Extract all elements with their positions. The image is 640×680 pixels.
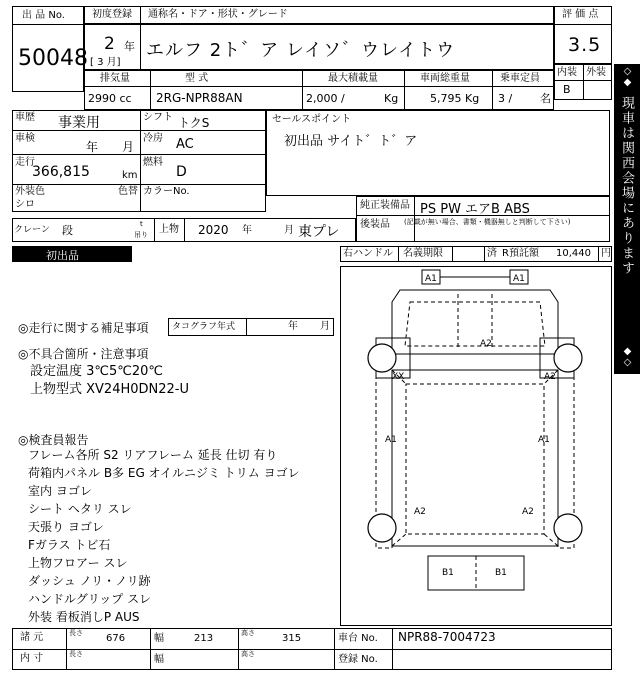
divider xyxy=(554,80,612,81)
divider xyxy=(140,6,141,24)
genuine-label: 純正装備品 xyxy=(360,200,410,211)
divider xyxy=(246,318,247,336)
mileage-unit: km xyxy=(122,170,138,181)
divider xyxy=(452,246,453,262)
max-load: 2,000 / xyxy=(306,92,345,105)
ext-color: シロ xyxy=(15,199,35,210)
genuine-equipment: PS PW エアB ABS xyxy=(420,202,530,217)
driving-notes-title: ◎走行に関する補足事項 xyxy=(18,321,149,335)
chassis-label: 車台 No. xyxy=(338,633,378,644)
truck-diagram xyxy=(340,266,612,626)
model-label: 型 式 xyxy=(185,73,209,84)
diagram-mark: B1 xyxy=(495,568,507,578)
first-listing-text: 初出品 xyxy=(46,249,79,262)
interior-dims-label: 内 寸 xyxy=(20,653,44,664)
reg-label: 初度登録 xyxy=(92,9,132,20)
capacity-label: 乗車定員 xyxy=(500,73,540,84)
body-year: 2020 xyxy=(198,223,229,237)
diagram-mark: A1 xyxy=(385,435,397,445)
body-maker: 東プレ xyxy=(298,224,340,240)
width-value: 213 xyxy=(194,633,214,644)
chassis-number: NPR88-7004723 xyxy=(398,630,496,644)
body-month: 月 xyxy=(284,225,294,236)
divider xyxy=(583,64,584,100)
transfer-label: 名義期限 xyxy=(403,248,443,259)
height-label: 高さ xyxy=(241,629,255,637)
divider xyxy=(184,218,185,242)
inspection-label: 車検 xyxy=(15,133,35,144)
diagram-mark: A2 xyxy=(544,372,556,382)
aftermarket-label: 後装品 xyxy=(360,219,390,230)
displacement-label: 排気量 xyxy=(100,73,130,84)
reg-no-label: 登録 No. xyxy=(338,654,378,665)
crane-label: クレーン xyxy=(14,225,50,235)
reg-month: [ 3 月] xyxy=(90,57,121,68)
inspector-line: ハンドルグリップ スレ xyxy=(28,592,152,606)
divider xyxy=(140,110,141,212)
ac-label: 冷房 xyxy=(143,133,163,144)
interior-grade: B xyxy=(563,83,571,96)
divider xyxy=(392,628,393,670)
fuel-label: 燃料 xyxy=(143,157,163,168)
divider xyxy=(12,184,266,185)
score-label: 評 価 点 xyxy=(562,9,599,20)
lot-label: 出 品 No. xyxy=(22,10,65,21)
tacho-label: タコグラフ年式 xyxy=(172,322,236,332)
diagram-mark: A2 xyxy=(522,507,534,517)
divider xyxy=(84,86,554,87)
diagram-mark: B1 xyxy=(442,568,454,578)
tacho-year: 年 xyxy=(288,321,298,332)
diamond-icons-top: ◇◆ xyxy=(622,66,633,88)
capacity-unit: 名 xyxy=(540,92,551,105)
inspector-line: シート ヘタリ スレ xyxy=(28,502,132,516)
divider xyxy=(12,649,612,650)
defect-title: ◎不具合箇所・注意事項 xyxy=(18,347,149,361)
yen-label: 円 xyxy=(601,248,611,259)
divider xyxy=(150,628,151,670)
color-change-label: 色替 xyxy=(118,186,138,197)
divider xyxy=(66,628,67,670)
inspector-line: 荷箱内パネル B多 EG オイルニジミ トリム ヨゴレ xyxy=(28,466,300,480)
history: 事業用 xyxy=(58,115,100,131)
max-load-unit: Kg xyxy=(384,92,399,105)
width-label-inner: 幅 xyxy=(154,654,164,665)
sales-label: セールスポイント xyxy=(272,114,352,125)
height-value: 315 xyxy=(282,633,302,644)
diamond-icons-bottom: ◆◇ xyxy=(622,346,633,368)
side-banner-text: 現車は関西会場にあります xyxy=(619,96,634,276)
divider xyxy=(598,246,599,262)
right-hand-label: 右ハンドル xyxy=(343,248,393,259)
inspection-month: 月 xyxy=(122,140,135,154)
diagram-mark: XX xyxy=(392,372,405,382)
mileage-label: 走行 xyxy=(15,157,35,168)
shift-label: シフト xyxy=(143,112,173,123)
divider xyxy=(334,628,335,670)
crane-hanging: 吊り xyxy=(134,231,148,239)
inspector-line: Fガラス トビ石 xyxy=(28,538,111,552)
divider xyxy=(404,70,405,110)
divider xyxy=(154,218,155,242)
divider xyxy=(150,70,151,110)
length-value: 676 xyxy=(106,633,126,644)
model: 2RG-NPR88AN xyxy=(156,91,243,105)
divider xyxy=(484,246,485,262)
divider xyxy=(492,70,493,110)
side-banner-top-diamonds xyxy=(614,66,640,92)
inspector-report xyxy=(28,446,300,626)
recycle-label: 済 xyxy=(487,248,497,259)
diagram-mark: A1 xyxy=(538,435,550,445)
body-label: 上物 xyxy=(159,224,179,235)
ext-color-label: 外装色 xyxy=(15,186,45,197)
shift: トクS xyxy=(178,116,210,130)
inspection-year: 年 xyxy=(86,140,99,154)
divider xyxy=(554,24,612,25)
length-label-inner: 長さ xyxy=(69,650,83,658)
details-box xyxy=(12,110,266,212)
body-year-unit: 年 xyxy=(242,225,252,236)
displacement: 2990 cc xyxy=(88,92,132,105)
recycle-fee: 10,440 xyxy=(556,248,591,259)
name-label: 通称名・ドア・形状・グレード xyxy=(148,9,288,20)
sales-points: 初出品 サイト゛ト゛ア xyxy=(284,134,418,149)
max-load-label: 最大積載量 xyxy=(328,73,378,84)
inspector-line: 上物フロアー スレ xyxy=(28,556,128,570)
divider xyxy=(12,154,266,155)
diagram-mark: A1 xyxy=(513,274,525,284)
diagram-mark: A2 xyxy=(480,339,492,349)
set-temperature: 設定温度 3℃5℃20℃ xyxy=(30,364,164,379)
diagram-mark: A2 xyxy=(414,507,426,517)
divider xyxy=(398,246,399,262)
crane-ton: t xyxy=(140,220,143,228)
lot-number: 50048 xyxy=(18,46,88,71)
reg-year-unit: 年 xyxy=(124,40,135,53)
exterior-grade-label: 外装 xyxy=(586,67,606,78)
width-label: 幅 xyxy=(154,633,164,644)
aftermarket-note: (記載が無い場合、書類・機器無しと判断して下さい) xyxy=(404,218,571,226)
inspector-line: 天張り ヨゴレ xyxy=(28,520,104,534)
inspector-line: 室内 ヨゴレ xyxy=(28,484,92,498)
inspector-line: 外装 看板消しP AUS xyxy=(28,610,140,624)
recycle-fee-label: R預託額 xyxy=(502,248,539,259)
color-number-label: カラーNo. xyxy=(143,186,190,197)
height-label-inner: 高さ xyxy=(241,650,255,658)
fuel: D xyxy=(176,164,187,180)
divider xyxy=(12,24,84,25)
length-label: 長さ xyxy=(69,629,83,637)
tacho-month: 月 xyxy=(320,321,330,332)
inspector-line: ダッシュ ノリ・ノリ跡 xyxy=(28,574,151,588)
car-name: エルフ 2ト゛ア レイソ゛ウレイトウ xyxy=(146,40,456,61)
ac-value: AC xyxy=(176,137,194,152)
divider xyxy=(302,70,303,110)
inspector-line: フレーム各所 S2 リアフレーム 延長 仕切 有り xyxy=(28,448,278,462)
mileage: 366,815 xyxy=(32,164,90,180)
capacity: 3 / xyxy=(498,92,513,105)
interior-grade-label: 内装 xyxy=(557,67,577,78)
inspector-title: ◎検査員報告 xyxy=(18,433,89,447)
reg-year: 2 xyxy=(104,34,116,54)
score-value: 3.5 xyxy=(568,34,602,56)
spec-label: 諸 元 xyxy=(20,632,44,643)
crane-stage: 段 xyxy=(62,224,73,237)
body-model: 上物型式 XV24H0DN22-U xyxy=(30,382,190,397)
divider xyxy=(140,24,141,70)
history-label: 車歴 xyxy=(15,112,35,123)
gross-weight-label: 車両総重量 xyxy=(420,73,470,84)
diagram-mark: A1 xyxy=(425,274,437,284)
gross-weight: 5,795 Kg xyxy=(430,92,480,105)
divider xyxy=(238,628,239,670)
side-banner-bottom-diamonds xyxy=(614,346,640,372)
divider xyxy=(12,130,266,131)
